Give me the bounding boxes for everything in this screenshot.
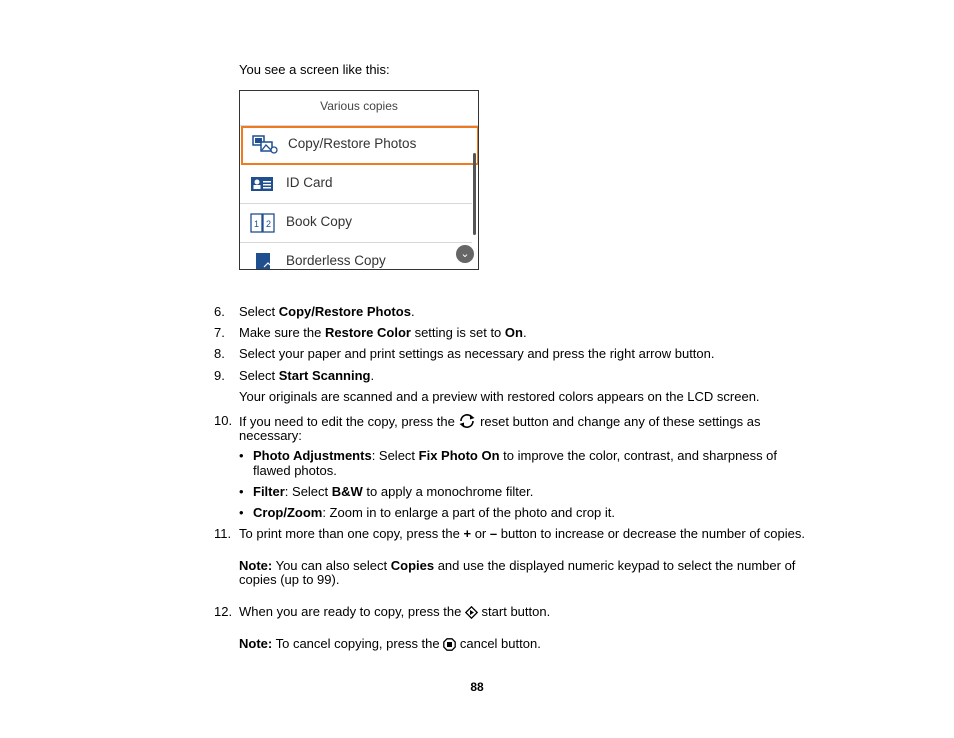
step-7: Make sure the Restore Color setting is set to On.	[239, 325, 527, 340]
svg-text:1: 1	[253, 219, 260, 229]
photo-copy-icon	[252, 134, 278, 156]
note-cancel: Note: To cancel copying, press the cancel button.	[239, 636, 541, 651]
menu-item-book-copy[interactable]	[240, 204, 472, 243]
step-9-result: Your originals are scanned and a preview with restored colors appears on the LCD screen.	[239, 389, 760, 404]
bullet-crop-zoom: Crop/Zoom: Zoom in to enlarge a part of the photo and crop it.	[253, 505, 616, 520]
step-8: Select your paper and print settings as necessary and press the right arrow button.	[239, 346, 715, 361]
lcd-screen	[239, 90, 479, 270]
menu-item-label: Copy/Restore Photos	[288, 136, 417, 151]
bullet-photo-adjustments: Photo Adjustments: Select Fix Photo On to improve the color, contrast, and sharpness of	[253, 448, 778, 463]
reset-icon	[458, 413, 476, 429]
step-11: To print more than one copy, press the + or – button to increase or decrease the number of copies.	[239, 526, 805, 541]
step-9: Select Start Scanning.	[239, 368, 375, 383]
start-icon	[465, 606, 478, 619]
menu-item-label: ID Card	[286, 175, 333, 190]
step-12: When you are ready to copy, press the start button.	[239, 604, 551, 619]
note-copies-line2: copies (up to 99).	[239, 572, 340, 587]
step-number: 9.	[214, 368, 225, 383]
bullet-icon: •	[239, 448, 244, 463]
svg-text:2: 2	[265, 219, 272, 229]
bullet-filter: Filter: Select B&W to apply a monochrome filter.	[253, 484, 534, 499]
step-10-line2: necessary:	[239, 428, 302, 443]
menu-item-copy-restore-photos[interactable]	[241, 126, 479, 165]
step-number: 6.	[214, 304, 225, 319]
intro-text: You see a screen like this:	[239, 62, 390, 77]
panel-scrollbar[interactable]	[473, 153, 476, 235]
step-number: 10.	[214, 413, 233, 428]
bullet-icon: •	[239, 505, 244, 520]
bullet-icon: •	[239, 484, 244, 499]
menu-item-label: Borderless Copy	[286, 253, 386, 268]
scroll-down-icon[interactable]: ⌄	[456, 245, 474, 263]
bullet-photo-adjustments-line2: flawed photos.	[253, 463, 337, 478]
panel-header: Various copies	[240, 91, 478, 126]
step-6: Select Copy/Restore Photos.	[239, 304, 415, 319]
step-number: 7.	[214, 325, 225, 340]
page-number: 88	[470, 680, 484, 694]
step-number: 11.	[214, 526, 232, 541]
id-card-icon	[250, 173, 276, 195]
cancel-icon	[443, 638, 456, 651]
step-10: If you need to edit the copy, press the reset button and change any of these settings as	[239, 414, 761, 429]
menu-item-borderless-copy[interactable]	[240, 243, 472, 270]
menu-item-label: Book Copy	[286, 214, 353, 229]
borderless-copy-icon	[250, 251, 276, 270]
book-copy-icon	[250, 212, 276, 234]
step-number: 8.	[214, 346, 225, 361]
menu-item-id-card[interactable]	[240, 165, 472, 204]
step-number: 12.	[214, 604, 233, 619]
note-copies: Note: You can also select Copies and use the displayed numeric keypad to select the number of	[239, 558, 796, 573]
